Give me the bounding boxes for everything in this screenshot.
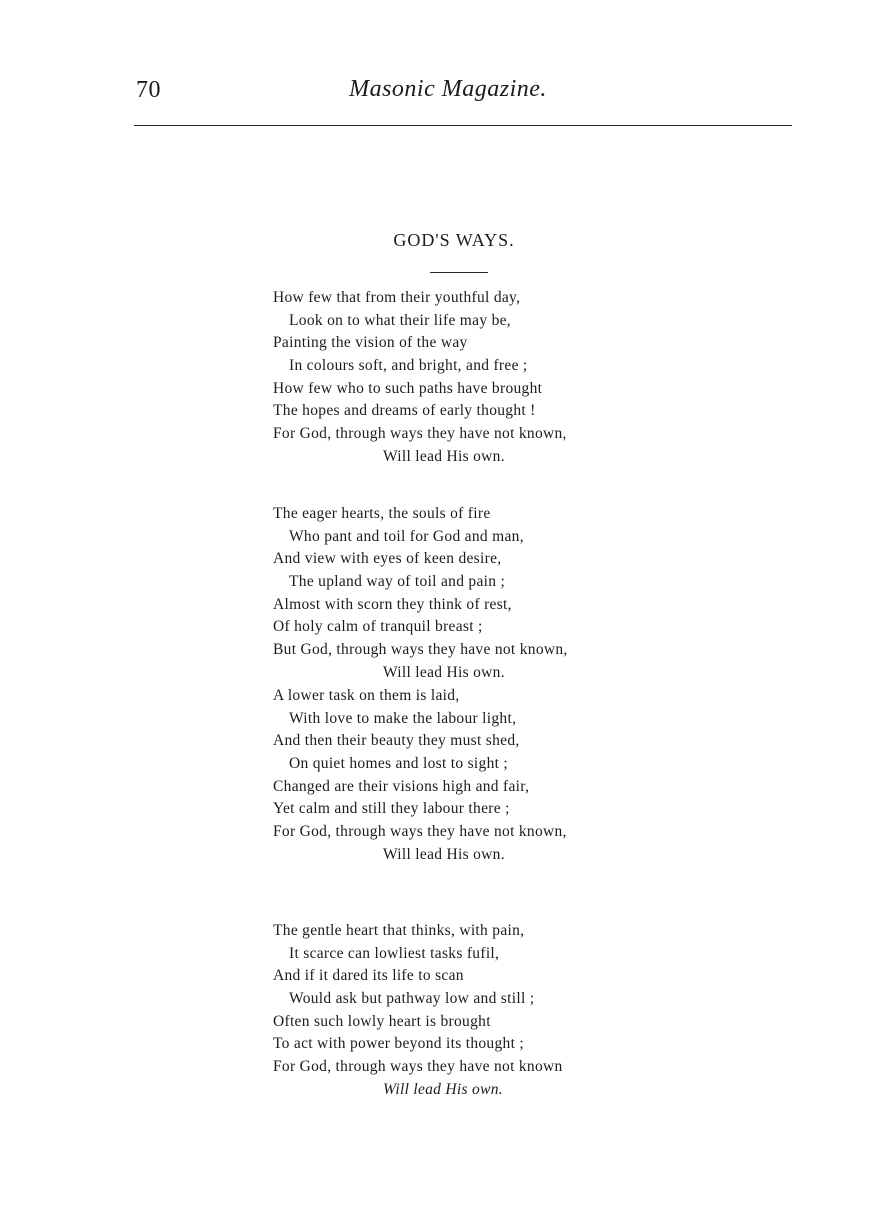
poem-line: And view with eyes of keen desire, bbox=[273, 550, 502, 568]
poem-line: Of holy calm of tranquil breast ; bbox=[273, 618, 483, 636]
refrain-line: Will lead His own. bbox=[383, 447, 505, 465]
stanza-4 bbox=[273, 920, 693, 1102]
poem-line: Often such lowly heart is brought bbox=[273, 1012, 491, 1030]
poem-line: It scarce can lowliest tasks fufil, bbox=[289, 944, 500, 962]
refrain-line: Will lead His own. bbox=[383, 1080, 503, 1098]
stanza-2 bbox=[273, 503, 693, 685]
poem-line: Would ask but pathway low and still ; bbox=[289, 990, 535, 1008]
poem-line: And then their beauty they must shed, bbox=[273, 732, 520, 750]
poem-line: But God, through ways they have not known, bbox=[273, 641, 568, 659]
poem-line: For God, through ways they have not known, bbox=[273, 823, 567, 841]
poem-line: Almost with scorn they think of rest, bbox=[273, 595, 512, 613]
poem-line: Painting the vision of the way bbox=[273, 334, 468, 352]
poem-line: A lower task on them is laid, bbox=[273, 687, 460, 704]
poem-line: With love to make the labour light, bbox=[289, 709, 517, 727]
poem-line: The eager hearts, the souls of fire bbox=[273, 505, 491, 522]
poem-line: For God, through ways they have not known bbox=[273, 1058, 563, 1076]
poem-title: GOD'S WAYS. bbox=[393, 230, 515, 250]
page-number: 70 bbox=[136, 77, 161, 103]
poem-line: For God, through ways they have not known, bbox=[273, 425, 567, 443]
refrain-line: Will lead His own. bbox=[383, 663, 505, 681]
stanza-3 bbox=[273, 685, 693, 867]
poem-line: The hopes and dreams of early thought ! bbox=[273, 402, 536, 420]
stanza-1 bbox=[273, 287, 693, 469]
poem-line: The gentle heart that thinks, with pain, bbox=[273, 922, 525, 939]
poem-line: And if it dared its life to scan bbox=[273, 967, 464, 985]
poem-line: How few that from their youthful day, bbox=[273, 289, 521, 306]
poem-line: In colours soft, and bright, and free ; bbox=[289, 357, 528, 375]
poem-line: How few who to such paths have brought bbox=[273, 379, 543, 397]
header-rule bbox=[134, 125, 792, 126]
poem-line: Changed are their visions high and fair, bbox=[273, 777, 530, 795]
poem-line: To act with power beyond its thought ; bbox=[273, 1035, 524, 1053]
title-rule bbox=[430, 272, 488, 273]
refrain-line: Will lead His own. bbox=[383, 845, 505, 863]
poem-line: Look on to what their life may be, bbox=[289, 311, 511, 329]
poem-line: Who pant and toil for God and man, bbox=[289, 527, 524, 545]
running-title: Masonic Magazine. bbox=[349, 76, 547, 102]
poem-line: Yet calm and still they labour there ; bbox=[273, 800, 510, 818]
poem-line: The upland way of toil and pain ; bbox=[289, 573, 506, 591]
poem-line: On quiet homes and lost to sight ; bbox=[289, 755, 509, 773]
